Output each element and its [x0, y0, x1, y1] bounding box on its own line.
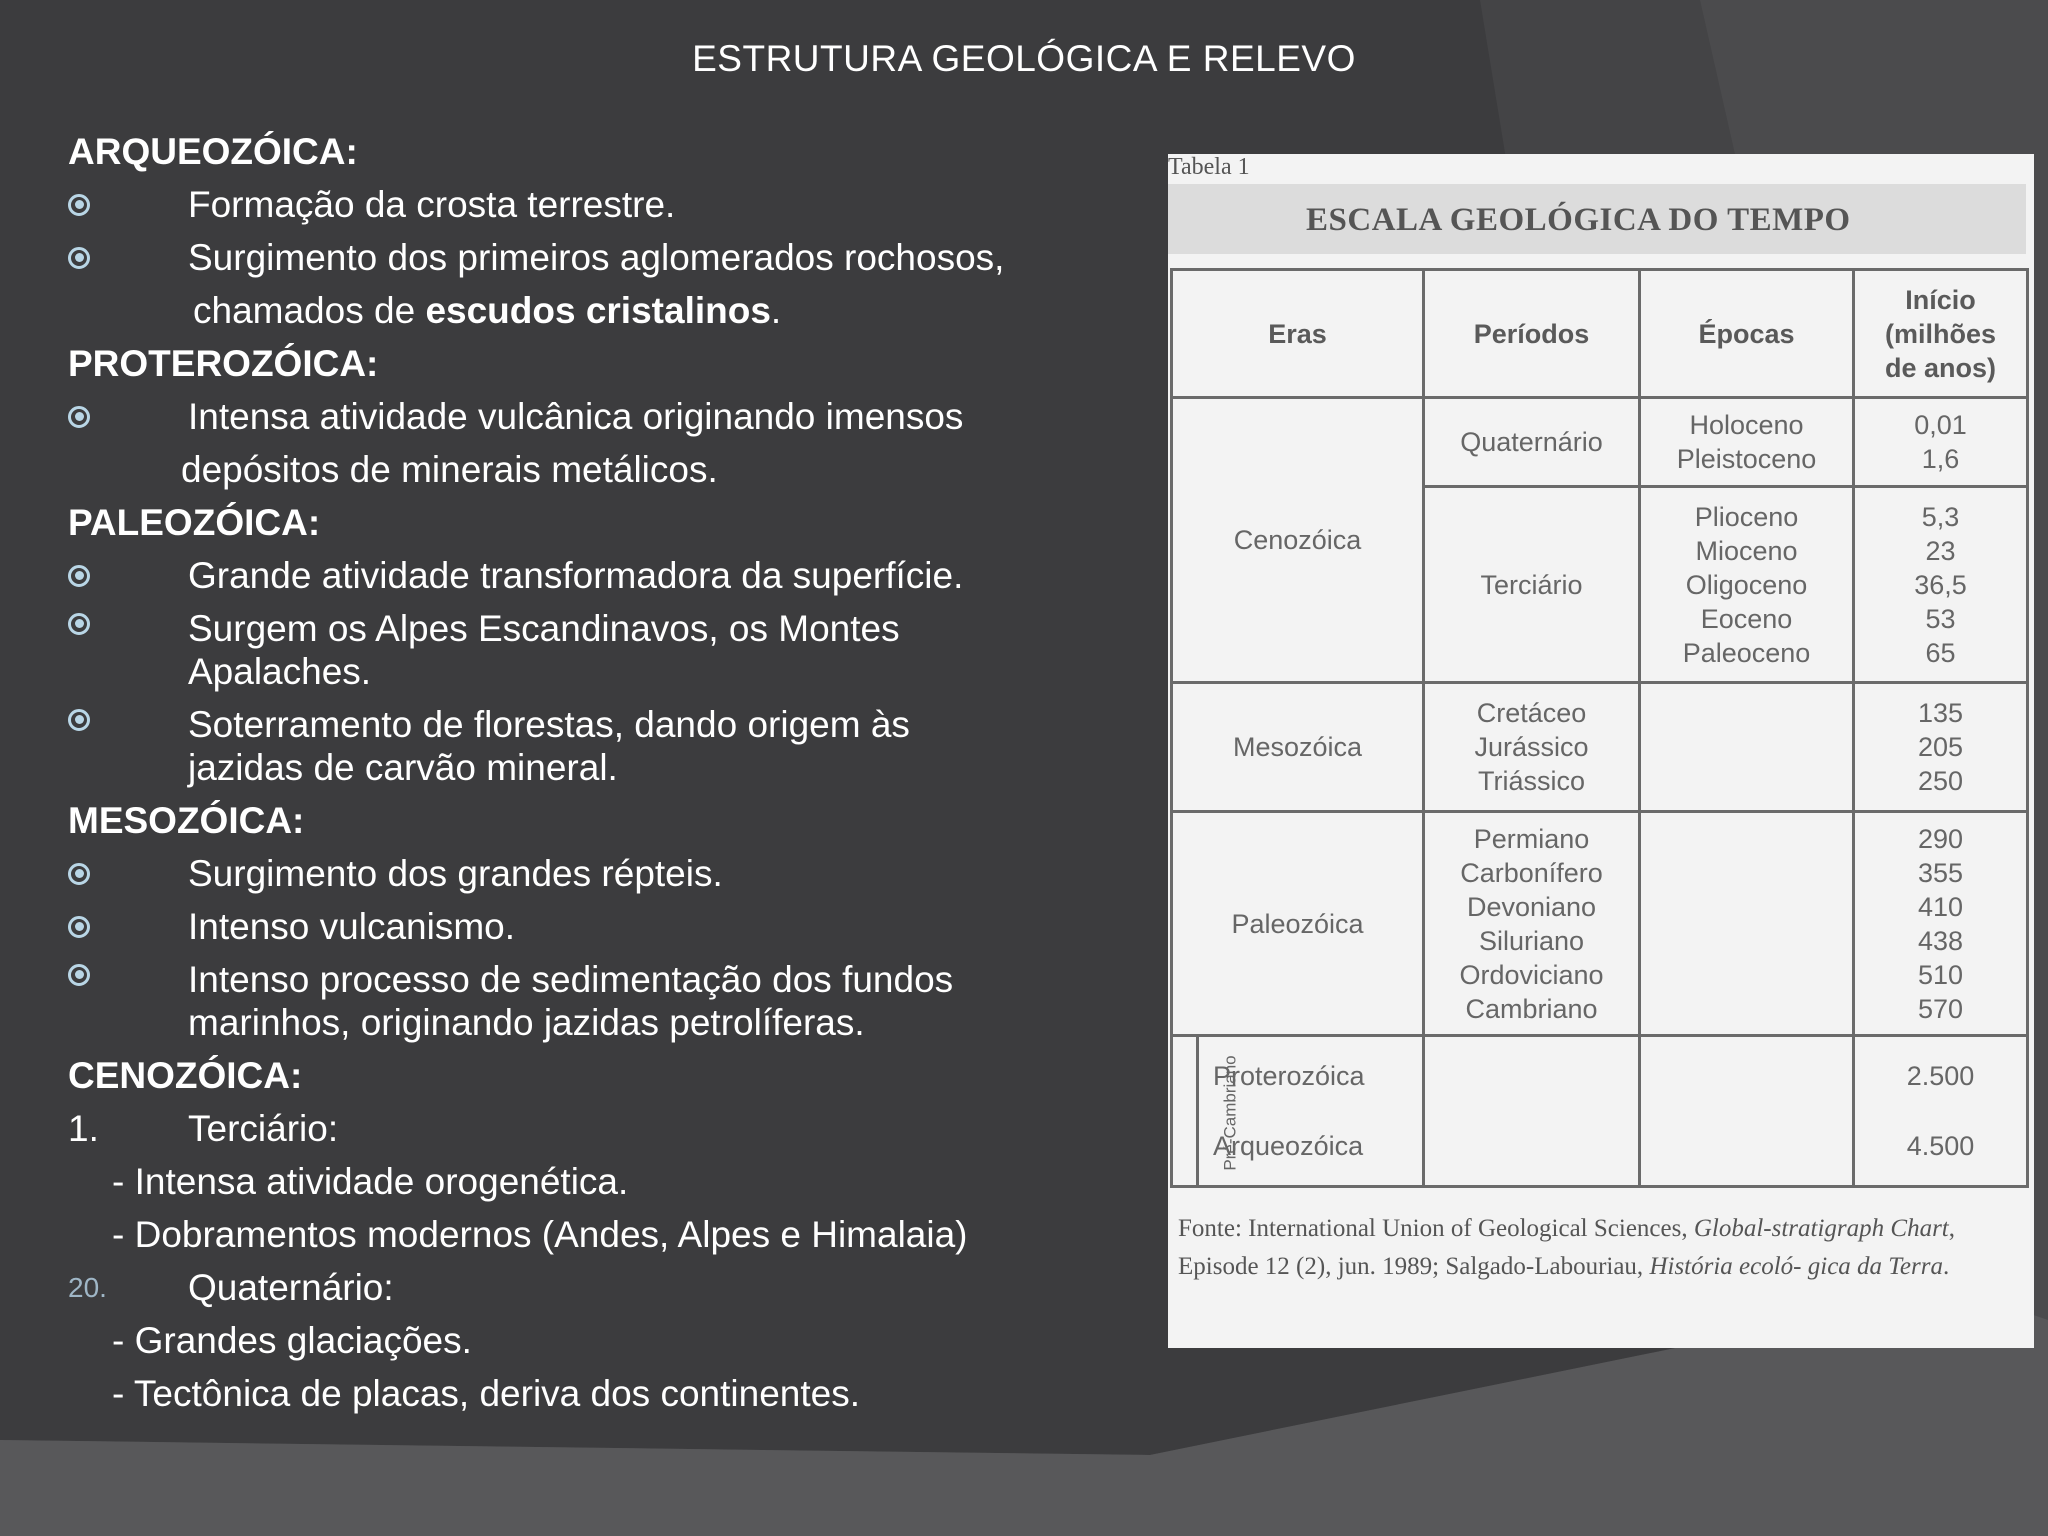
item-number: 1.: [68, 1108, 99, 1149]
heading-paleozoica: PALEOZÓICA:: [68, 502, 321, 543]
bold-term: escudos cristalinos: [425, 290, 771, 331]
dash-item: - Tectônica de placas, deriva dos continentes.: [112, 1373, 860, 1414]
bullet-item: [68, 698, 1128, 794]
bullet-text: jazidas de carvão mineral.: [188, 747, 618, 788]
bullet-item: [68, 602, 1128, 698]
heading-proterozoica: PROTEROZÓICA:: [68, 343, 379, 384]
table-title: ESCALA GEOLÓGICA DO TEMPO: [1306, 202, 1851, 238]
bullet-icon: [68, 549, 96, 602]
bullet-icon: [68, 231, 96, 284]
bullet-item: [68, 900, 1128, 953]
table-banner: [1168, 184, 2026, 254]
bullet-item: [68, 549, 1128, 602]
header-periodos: Períodos: [1424, 270, 1640, 398]
epochs-empty: [1640, 683, 1854, 811]
slide-title: ESTRUTURA GEOLÓGICA E RELEVO: [692, 38, 1356, 79]
epochs-empty: [1640, 1036, 1854, 1187]
table-caption: Tabela 1: [1168, 154, 1250, 180]
bullet-item: [68, 178, 1128, 231]
bullet-icon: [68, 602, 96, 645]
bullet-item: [68, 953, 1128, 1049]
heading-mesozoica: MESOZÓICA:: [68, 800, 305, 841]
geological-time-table: [1170, 268, 2029, 1188]
bullet-icon: [68, 847, 96, 900]
bullet-item: [68, 847, 1128, 900]
table-header-row: [1172, 270, 2028, 398]
header-epocas: Épocas: [1640, 270, 1854, 398]
start-mesozoica: 135 205 250: [1854, 683, 2028, 811]
dash-item: - Dobramentos modernos (Andes, Alpes e Himalaia): [112, 1214, 968, 1255]
epochs-empty: [1640, 811, 1854, 1036]
periods-paleozoica: Permiano Carbonífero Devoniano Siluriano Ordoviciano Cambriano: [1424, 811, 1640, 1036]
bullet-item: [68, 390, 1128, 443]
bullet-text: Formação da crosta terrestre.: [188, 184, 676, 225]
era-cenozoica: Cenozóica: [1172, 398, 1424, 683]
heading-arqueozoica: ARQUEOZÓICA:: [68, 131, 358, 172]
bullet-icon: [68, 953, 96, 996]
header-inicio: Início (milhões de anos): [1854, 270, 2028, 398]
table-row: [1172, 683, 2028, 811]
slide-content: [68, 125, 1128, 1420]
period-quaternario: Quaternário: [1424, 398, 1640, 486]
era-mesozoica: Mesozóica: [1172, 683, 1424, 811]
dash-item: - Grandes glaciações.: [112, 1320, 472, 1361]
bullet-text: marinhos, originando jazidas petrolíferas.: [188, 1002, 865, 1043]
header-eras: Eras: [1172, 270, 1424, 398]
item-label: Quaternário:: [188, 1267, 394, 1308]
bullet-icon: [68, 178, 96, 231]
item-number: 20.: [68, 1272, 107, 1303]
bullet-text: Grande atividade transformadora da superfície.: [188, 555, 964, 596]
bullet-continuation: depósitos de minerais metálicos.: [181, 449, 718, 490]
item-label: Terciário:: [188, 1108, 339, 1149]
bullet-text: Surgem os Alpes Escandinavos, os Montes: [188, 608, 900, 649]
bullet-text: Intenso processo de sedimentação dos fundos: [188, 959, 954, 1000]
start-quaternario: 0,01 1,6: [1854, 398, 2028, 486]
geological-scale-image: [1168, 154, 2034, 1348]
bullet-text: Apalaches.: [188, 651, 372, 692]
bullet-icon: [68, 900, 96, 953]
periods-mesozoica: Cretáceo Jurássico Triássico: [1424, 683, 1640, 811]
eras-pre-cambrian: Proterozóica Arqueozóica: [1198, 1036, 1424, 1187]
epochs-quaternario: Holoceno Pleistoceno: [1640, 398, 1854, 486]
bullet-text: Soterramento de florestas, dando origem às: [188, 704, 910, 745]
table-source-note: Fonte: International Union of Geological Sciences, Global-stratigraph Chart, Episode 12 (2), jun. 1989; Salgado-Labouriau, História ecoló- gica da Terra.: [1178, 1215, 1955, 1280]
table-row: [1172, 1036, 2028, 1187]
periods-empty: [1424, 1036, 1640, 1187]
bullet-text: Surgimento dos grandes répteis.: [188, 853, 723, 894]
era-paleozoica: Paleozóica: [1172, 811, 1424, 1036]
table-row: [1172, 398, 2028, 486]
numbered-item: [68, 1261, 1128, 1314]
bullet-text: Intensa atividade vulcânica originando imensos: [188, 396, 964, 437]
pre-cambrian-label: Pré-Cambriano: [1220, 1055, 1240, 1171]
dash-item: - Intensa atividade orogenética.: [112, 1161, 629, 1202]
start-paleozoica: 290 355 410 438 510 570: [1854, 811, 2028, 1036]
bullet-continuation: chamados de escudos cristalinos.: [193, 290, 782, 331]
bullet-text: Intenso vulcanismo.: [188, 906, 516, 947]
table-row: [1172, 811, 2028, 1036]
period-terciario: Terciário: [1424, 486, 1640, 683]
heading-cenozoica: CENOZÓICA:: [68, 1055, 303, 1096]
start-terciario: 5,3 23 36,5 53 65: [1854, 486, 2028, 683]
bullet-icon: [68, 698, 96, 741]
epochs-terciario: Plioceno Mioceno Oligoceno Eoceno Paleoceno: [1640, 486, 1854, 683]
bullet-icon: [68, 390, 96, 443]
bullet-text: Surgimento dos primeiros aglomerados rochosos,: [188, 237, 1005, 278]
pre-cambrian-label-cell: [1172, 1036, 1240, 1187]
bullet-item: [68, 231, 1128, 284]
numbered-item: [68, 1102, 1128, 1155]
start-pre-cambrian: 2.500 4.500: [1854, 1036, 2028, 1187]
